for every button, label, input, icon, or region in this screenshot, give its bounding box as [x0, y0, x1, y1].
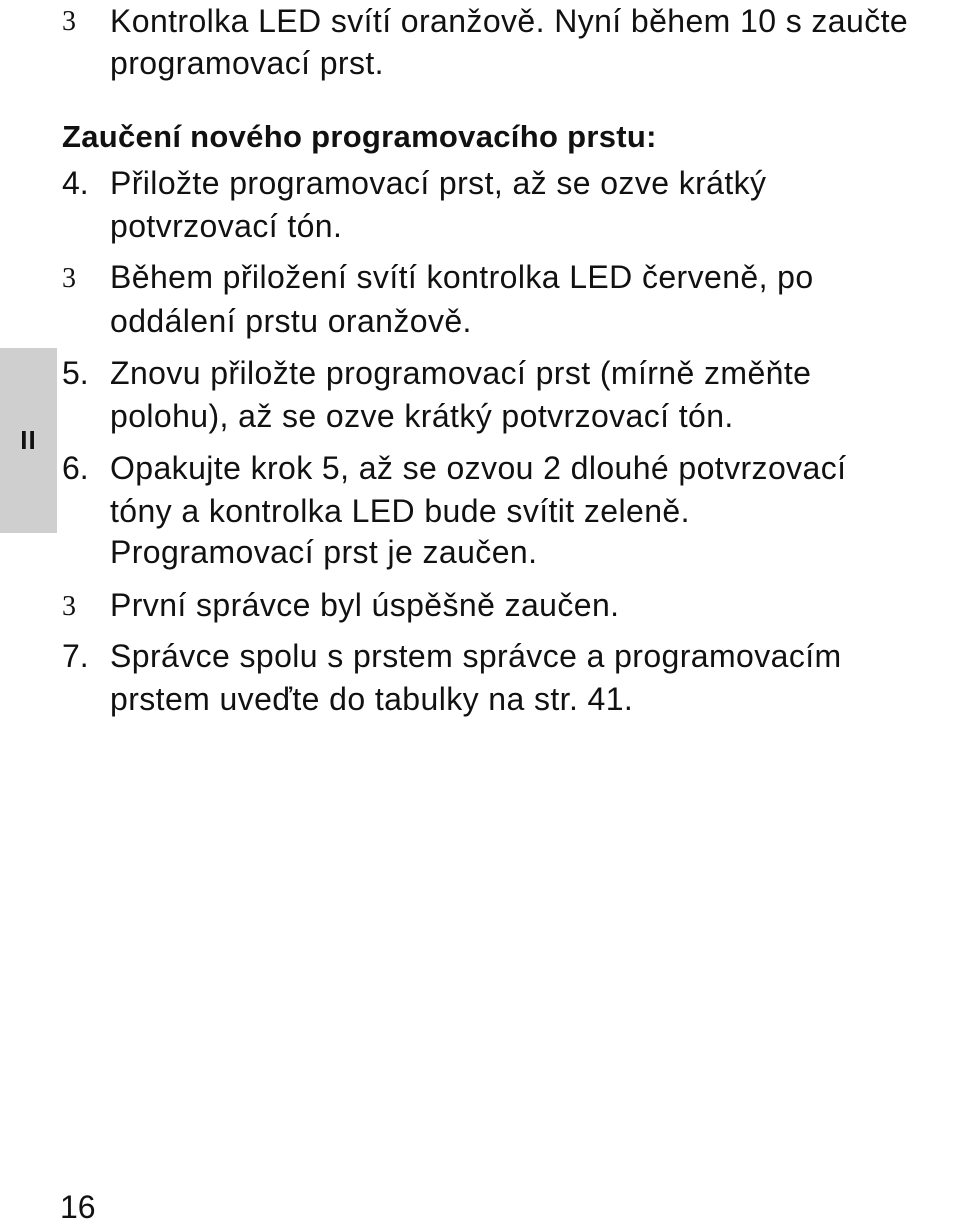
step-number: 7. [62, 638, 89, 674]
chapter-tab [0, 348, 57, 533]
step-line: Programovací prst je zaučen. [110, 534, 538, 570]
step-line: Opakujte krok 5, až se ozvou 2 dlouhé potvrzovací [110, 450, 847, 486]
step-number: 5. [62, 355, 89, 391]
note-line: programovací prst. [110, 45, 384, 81]
bullet-marker: 3 [62, 6, 76, 37]
bullet-marker: 3 [62, 263, 76, 294]
chapter-tab-label: II [20, 425, 37, 455]
step-number: 4. [62, 165, 89, 201]
step-number: 6. [62, 450, 89, 486]
step-line: tóny a kontrolka LED bude svítit zeleně. [110, 493, 690, 529]
step-line: Znovu přiložte programovací prst (mírně změňte [110, 355, 812, 391]
step-line: potvrzovací tón. [110, 208, 343, 244]
note-line: Kontrolka LED svítí oranžově. Nyní během 10 s zaučte [110, 3, 909, 39]
step-line: Přiložte programovací prst, až se ozve krátký [110, 165, 767, 201]
section-heading: Zaučení nového programovacího prstu: [62, 119, 657, 154]
page-number: 16 [60, 1189, 96, 1225]
step-line: Správce spolu s prstem správce a programovacím [110, 638, 842, 674]
step-line: polohu), až se ozve krátký potvrzovací tón. [110, 398, 734, 434]
note-line: Během přiložení svítí kontrolka LED červeně, po [110, 259, 814, 295]
bullet-marker: 3 [62, 591, 76, 622]
note-line: První správce byl úspěšně zaučen. [110, 587, 620, 623]
note-line: oddálení prstu oranžově. [110, 303, 472, 339]
step-line: prstem uveďte do tabulky na str. 41. [110, 681, 634, 717]
